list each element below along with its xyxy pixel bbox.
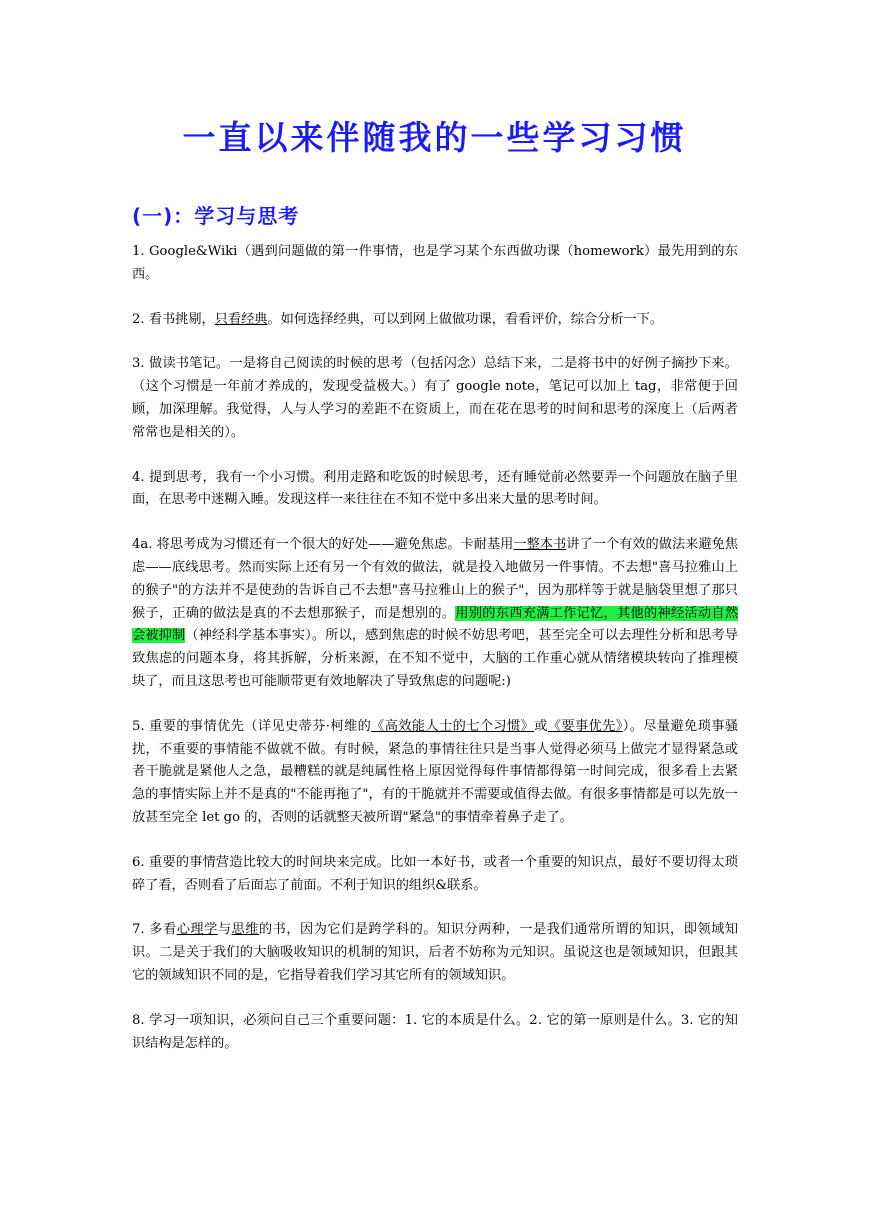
paragraph-2-text: 2. 看书挑剔， [132,311,215,327]
paragraph-5-text: 5. 重要的事情优先（详见史蒂芬·柯维的 [132,718,372,734]
first-things-first-link[interactable]: 《要事优先》 [547,718,623,734]
document-body [132,241,738,1077]
thinking-link[interactable]: 思维 [231,922,259,938]
paragraph-4: 4. 提到思考，我有一个小习惯。利用走路和吃饭的时候思考，还有睡觉前必然要弄一个问题放在脑子里面，在思考中迷糊入睡。发现这样一来往往在不知不觉中多出来大量的思考时间。 [132,469,738,508]
paragraph-4a-text: 4a. 将思考成为习惯还有一个很大的好处——避免焦虑。卡耐基用 [132,537,514,553]
classics-link[interactable]: 只看经典 [214,311,268,327]
seven-habits-link[interactable]: 《高效能人士的七个习惯》 [371,718,535,734]
paragraph-7 [132,919,738,987]
paragraph-8: 8. 学习一项知识，必须问自己三个重要问题：1. 它的本质是什么。2. 它的第一原则是什么。3. 它的知识结构是怎样的。 [132,1012,738,1051]
paragraph-7-text: 7. 多看 [132,922,177,938]
paragraph-4a-text-mid: 讲了一个有效的做法来避免焦虑——底线思考。然而实际上还有另一个有效的做法，就是投入地做另一件事情。不去想"喜马拉雅山上的猴子"的方法并不是使劲的告诉自己不去想"喜马拉雅山上的猴子"，因为那样等于就是脑袋里想了那只猴子，正确的做法是真的不去想那猴子，而是想别的。 [132,537,739,621]
paragraph-3: 3. 做读书笔记。一是将自己阅读的时候的思考（包括闪念）总结下来，二是将书中的好例子摘抄下来。（这个习惯是一年前才养成的，发现受益极大。）有了 google note，笔记可以加上 tag，非常便于回顾，加深理解。我觉得，人与人学习的差距不在资质上，而在花在思考的时间和思考的深度上（后两者常常也是相关的）。 [132,356,738,440]
whole-book-link[interactable]: 一整本书 [513,537,567,553]
paragraph-5-or: 或 [534,718,548,734]
paragraph-2-text-end: 。如何选择经典，可以到网上做做功课，看看评价，综合分析一下。 [267,311,664,327]
highlighted-text: 用别的东西充满工作记忆，其他的神经活动自然会被抑制 [132,605,739,644]
paragraph-1: 1. Google&Wiki（遇到问题做的第一件事情，也是学习某个东西做功课（homework）最先用到的东西。 [132,244,738,282]
document-title: 一直以来伴随我的一些学习习惯 [182,118,687,157]
paragraph-6: 6. 重要的事情营造比较大的时间块来完成。比如一本好书，或者一个重要的知识点，最好不要切得太琐碎了看，否则看了后面忘了前面。不利于知识的组织&联系。 [132,854,738,893]
paragraph-7-and: 与 [217,922,232,938]
paragraph-7-text-end: 的书，因为它们是跨学科的。知识分两种，一是我们通常所谓的知识，即领域知识。二是关于我们的大脑吸收知识的机制的知识，后者不妨称为元知识。虽说这也是领域知识，但跟其它的领域知识不同的是，它指导着我们学习其它所有的领域知识。 [132,922,739,983]
paragraph-2 [132,309,738,332]
paragraph-5-text-end: ）。尽量避免琐事骚扰，不重要的事情能不做就不做。有时候，紧急的事情往往只是当事人觉得必须马上做完才显得紧急或者干脆就是紧他人之急，最糟糕的就是纯属性格上原因觉得每件事情都得第一时间完成，很多看上去紧急的事情实际上并不是真的"不能再拖了"，有的干脆就并不需要或值得去做。有很多事情都是可以先放一放甚至完全 let go 的，否则的话就整天被所谓"紧急"的事情牵着鼻子走了。 [132,718,739,825]
paragraph-4a-text-end: （神经科学基本事实）。所以，感到焦虑的时候不妨思考吧，甚至完全可以去理性分析和思考导致焦虑的问题本身，将其拆解，分析来源，在不知不觉中，大脑的工作重心就从情绪模块转向了推理模块了，而且这思考也可能顺带更有效地解决了导致焦虑的问题呢:) [132,628,738,689]
psychology-link[interactable]: 心理学 [176,922,218,938]
paragraph-5 [132,716,738,830]
section-heading: (一)：学习与思考 [132,204,300,228]
paragraph-4a [132,534,738,694]
